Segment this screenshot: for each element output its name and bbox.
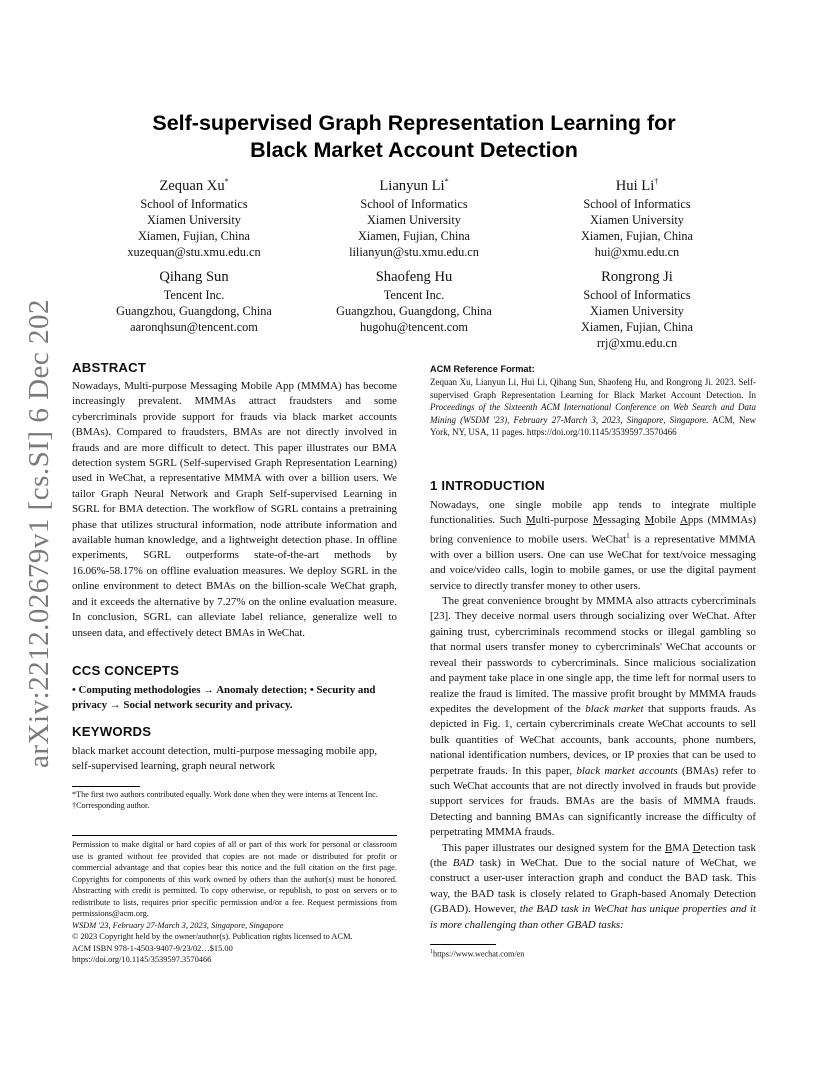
title-line-2: Black Market Account Detection (250, 138, 578, 162)
ccs-text: • Computing methodologies → Anomaly detection; • Security and privacy → Social network security and privacy. (72, 684, 376, 712)
author-email: aaronqhsun@tencent.com (130, 320, 258, 334)
abstract-section (72, 360, 397, 641)
author-block-2 (309, 173, 519, 260)
keywords-heading: KEYWORDS (72, 724, 152, 739)
acm-reference-heading: ACM Reference Format: (430, 364, 535, 374)
author-block-6 (532, 268, 742, 351)
arxiv-stamp (6, 300, 66, 770)
author-block-1 (89, 173, 299, 260)
acm-reference-venue: Proceedings of the Sixteenth ACM International Conference on Web Search and Data Mining (WSDM '23), February 27-March 3, 2023, Singapore, Singapore. (430, 402, 756, 425)
acm-reference-text (430, 376, 756, 439)
abstract-text: Nowadays, Multi-purpose Messaging Mobile App (MMMA) has become increasingly prevalent. MMMAs attract fraudsters and some cybercriminals provide support for frauds via black market accounts (BMAs). Compared to fraudsters, BMAs are not directly involved in frauds and are more difficult to detect. This paper illustrates our BMA detection system SGRL (Self-supervised Graph Representation Learning) used in WeChat, a representative MMMA with over a billion users. We tailor Graph Neural Network and Graph Self-supervised Learning in SGRL for BMA detection. The workflow of SGRL contains a pretraining phase that utilizes structural information, node attribute information and available human knowledge, and a lightweight detection phase. In offline experiments, SGRL outperforms state-of-the-art methods by 16.06%-58.17% on offline evaluation measures. We deploy SGRL in the online environment to detect BMAs on the billion-scale WeChat graph, and it exceeds the alternative by 7.27% on the online evaluation measure. In conclusion, SGRL can alleviate label reliance, generalize well to unseen data, and effectively detect BMAs in WeChat. (72, 380, 397, 639)
introduction-section (430, 478, 756, 933)
author-affiliation: Tencent Inc. (163, 288, 225, 302)
author-email: lilianyun@stu.xmu.edu.cn (349, 244, 479, 259)
author-block-3 (532, 173, 742, 260)
author-block-5 (309, 268, 519, 335)
author-affiliation: School of Informatics (583, 288, 691, 302)
footnotes-left (72, 789, 397, 811)
author-mark: † (654, 177, 659, 186)
author-name: Qihang Sun (159, 269, 229, 285)
author-affiliation: School of Informatics (140, 196, 248, 211)
author-name: Zequan Xu (159, 177, 225, 194)
intro-paragraph-2: The great convenience brought by MMMA also attracts cybercriminals [23]. They deceive normal users through socializing over WeChat. After gaining trust, cybercriminals recommend stocks or illegal gambling so that normal users transfer money to cybercriminals' WeChat accounts or reveal their passwords to cybercriminals. Since malicious socialization and payment take place in one single app, the time left for normal users to realize the fraud is limited. The massive profit brought by MMMA frauds expedites the development of the black market that supports frauds. As depicted in Fig. 1, certain cybercriminals create WeChat accounts to sell bulk quantities of WeChat accounts, bank accounts, phone numbers, national identification numbers, devices, or IP proxies that can be used to perpetrate frauds. In this paper, black market accounts (BMAs) refer to such WeChat accounts that are not directly involved in frauds but provide support services for frauds. BMAs are the basis of MMMA frauds. Detecting and banning BMAs can significantly increase the difficulty of perpetrating MMMA frauds. (430, 595, 756, 839)
footnote-rule (72, 786, 140, 787)
author-email: hugohu@tencent.com (360, 320, 468, 334)
introduction-heading: 1 INTRODUCTION (430, 478, 545, 493)
corresponding-author-note: †Corresponding author. (72, 801, 150, 811)
arxiv-stamp-text: arXiv:2212.02679v1 [cs.SI] 6 Dec 2022 (23, 300, 55, 768)
acm-reference-tail: ACM, New York, NY, USA, 11 pages. https://doi.org/10.1145/3539597.3570466 (430, 414, 756, 437)
author-location: Guangzhou, Guangdong, China (116, 304, 272, 318)
abstract-heading: ABSTRACT (72, 360, 147, 375)
isbn-line: ACM ISBN 978-1-4503-9407-9/23/02…$15.00 (72, 943, 233, 953)
author-name: Shaofeng Hu (375, 269, 453, 285)
venue-line: WSDM '23, February 27-March 3, 2023, Singapore, Singapore (72, 920, 284, 930)
intro-paragraph-1: Nowadays, one single mobile app tends to integrate multiple functionalities. Such Multi-purpose Messaging Mobile Apps (MMMAs) bring convenience to mobile users. WeChat$^1$ is a representative MMMA with over a billion users. One can use WeChat for text/voice messaging and voice/video calls, login to mobile games, or use the digital payment service to directly transfer money to other users. (430, 499, 757, 592)
author-location: Xiamen, Fujian, China (580, 228, 694, 243)
author-email: xuzequan@stu.xmu.edu.cn (127, 244, 261, 259)
keywords-text: black market account detection, multi-purpose messaging mobile app, self-supervised learning, graph neural network (72, 745, 378, 773)
author-affiliation: School of Informatics (583, 196, 691, 211)
doi-line: https://doi.org/10.1145/3539597.3570466 (72, 955, 212, 964)
author-institution: Xiamen University (590, 212, 684, 227)
author-location: Xiamen, Fujian, China (357, 228, 471, 243)
author-mark: * (444, 177, 449, 186)
author-institution: Xiamen University (367, 212, 461, 227)
ccs-heading: CCS CONCEPTS (72, 663, 180, 678)
permission-text: Permission to make digital or hard copies of all or part of this work for personal or classroom use is granted without fee provided that copies are not made or distributed for profit or commercial advantage and that copies bear this notice and the full citation on the first page. Copyrights for components of this work owned by others than the author(s) must be honored. Abstracting with credit is permitted. To copy otherwise, or republish, to post on servers or to redistribute to lists, requires prior specific permission and/or a fee. Request permissions from permissions@acm.org. (72, 840, 397, 918)
permission-rule (72, 835, 397, 836)
title-line-1: Self-supervised Graph Representation Learning for (152, 111, 676, 135)
acm-reference (430, 364, 756, 439)
author-name: Lianyun Li (379, 177, 445, 194)
paper-title (100, 110, 728, 164)
author-mark: * (224, 177, 229, 186)
author-location: Xiamen, Fujian, China (580, 320, 694, 334)
copyright-line: © 2023 Copyright held by the owner/author(s). Publication rights licensed to ACM. (72, 932, 353, 941)
author-email: rrj@xmu.edu.cn (596, 336, 678, 350)
author-name: Hui Li (615, 177, 655, 194)
footnote-rule-right (430, 944, 496, 945)
footnote-right (430, 947, 756, 960)
permission-block (72, 839, 397, 966)
author-name: Rongrong Ji (601, 269, 673, 285)
author-institution: Xiamen University (147, 212, 241, 227)
author-email: hui@xmu.edu.cn (594, 244, 680, 259)
author-institution: Xiamen University (590, 304, 684, 318)
intro-paragraph-3: This paper illustrates our designed system for the BMA Detection task (the BAD task) in WeChat. Due to the social nature of WeChat, we construct a user-user interaction graph and conduct the BAD task. This way, the BAD task is closely related to Graph-based Anomaly Detection (GBAD). However, the BAD task in WeChat has unique properties and it is more challenging than other GBAD tasks: (430, 841, 757, 931)
author-location: Guangzhou, Guangdong, China (336, 304, 492, 318)
wechat-footnote: $^1$https://www.wechat.com/en (430, 949, 525, 959)
author-affiliation: Tencent Inc. (383, 288, 445, 302)
author-block-4 (89, 268, 299, 335)
ccs-section (72, 663, 397, 714)
author-affiliation: School of Informatics (360, 196, 468, 211)
acm-reference-authors: Zequan Xu, Lianyun Li, Hui Li, Qihang Sun, Shaofeng Hu, and Rongrong Ji. 2023. Self-supervised Graph Representation Learning for Black Market Account Detection. In (430, 377, 756, 400)
keywords-section (72, 724, 397, 775)
author-location: Xiamen, Fujian, China (137, 228, 251, 243)
equal-contribution-note: *The first two authors contributed equally. Work done when they were interns at Tencent Inc. (72, 790, 378, 799)
